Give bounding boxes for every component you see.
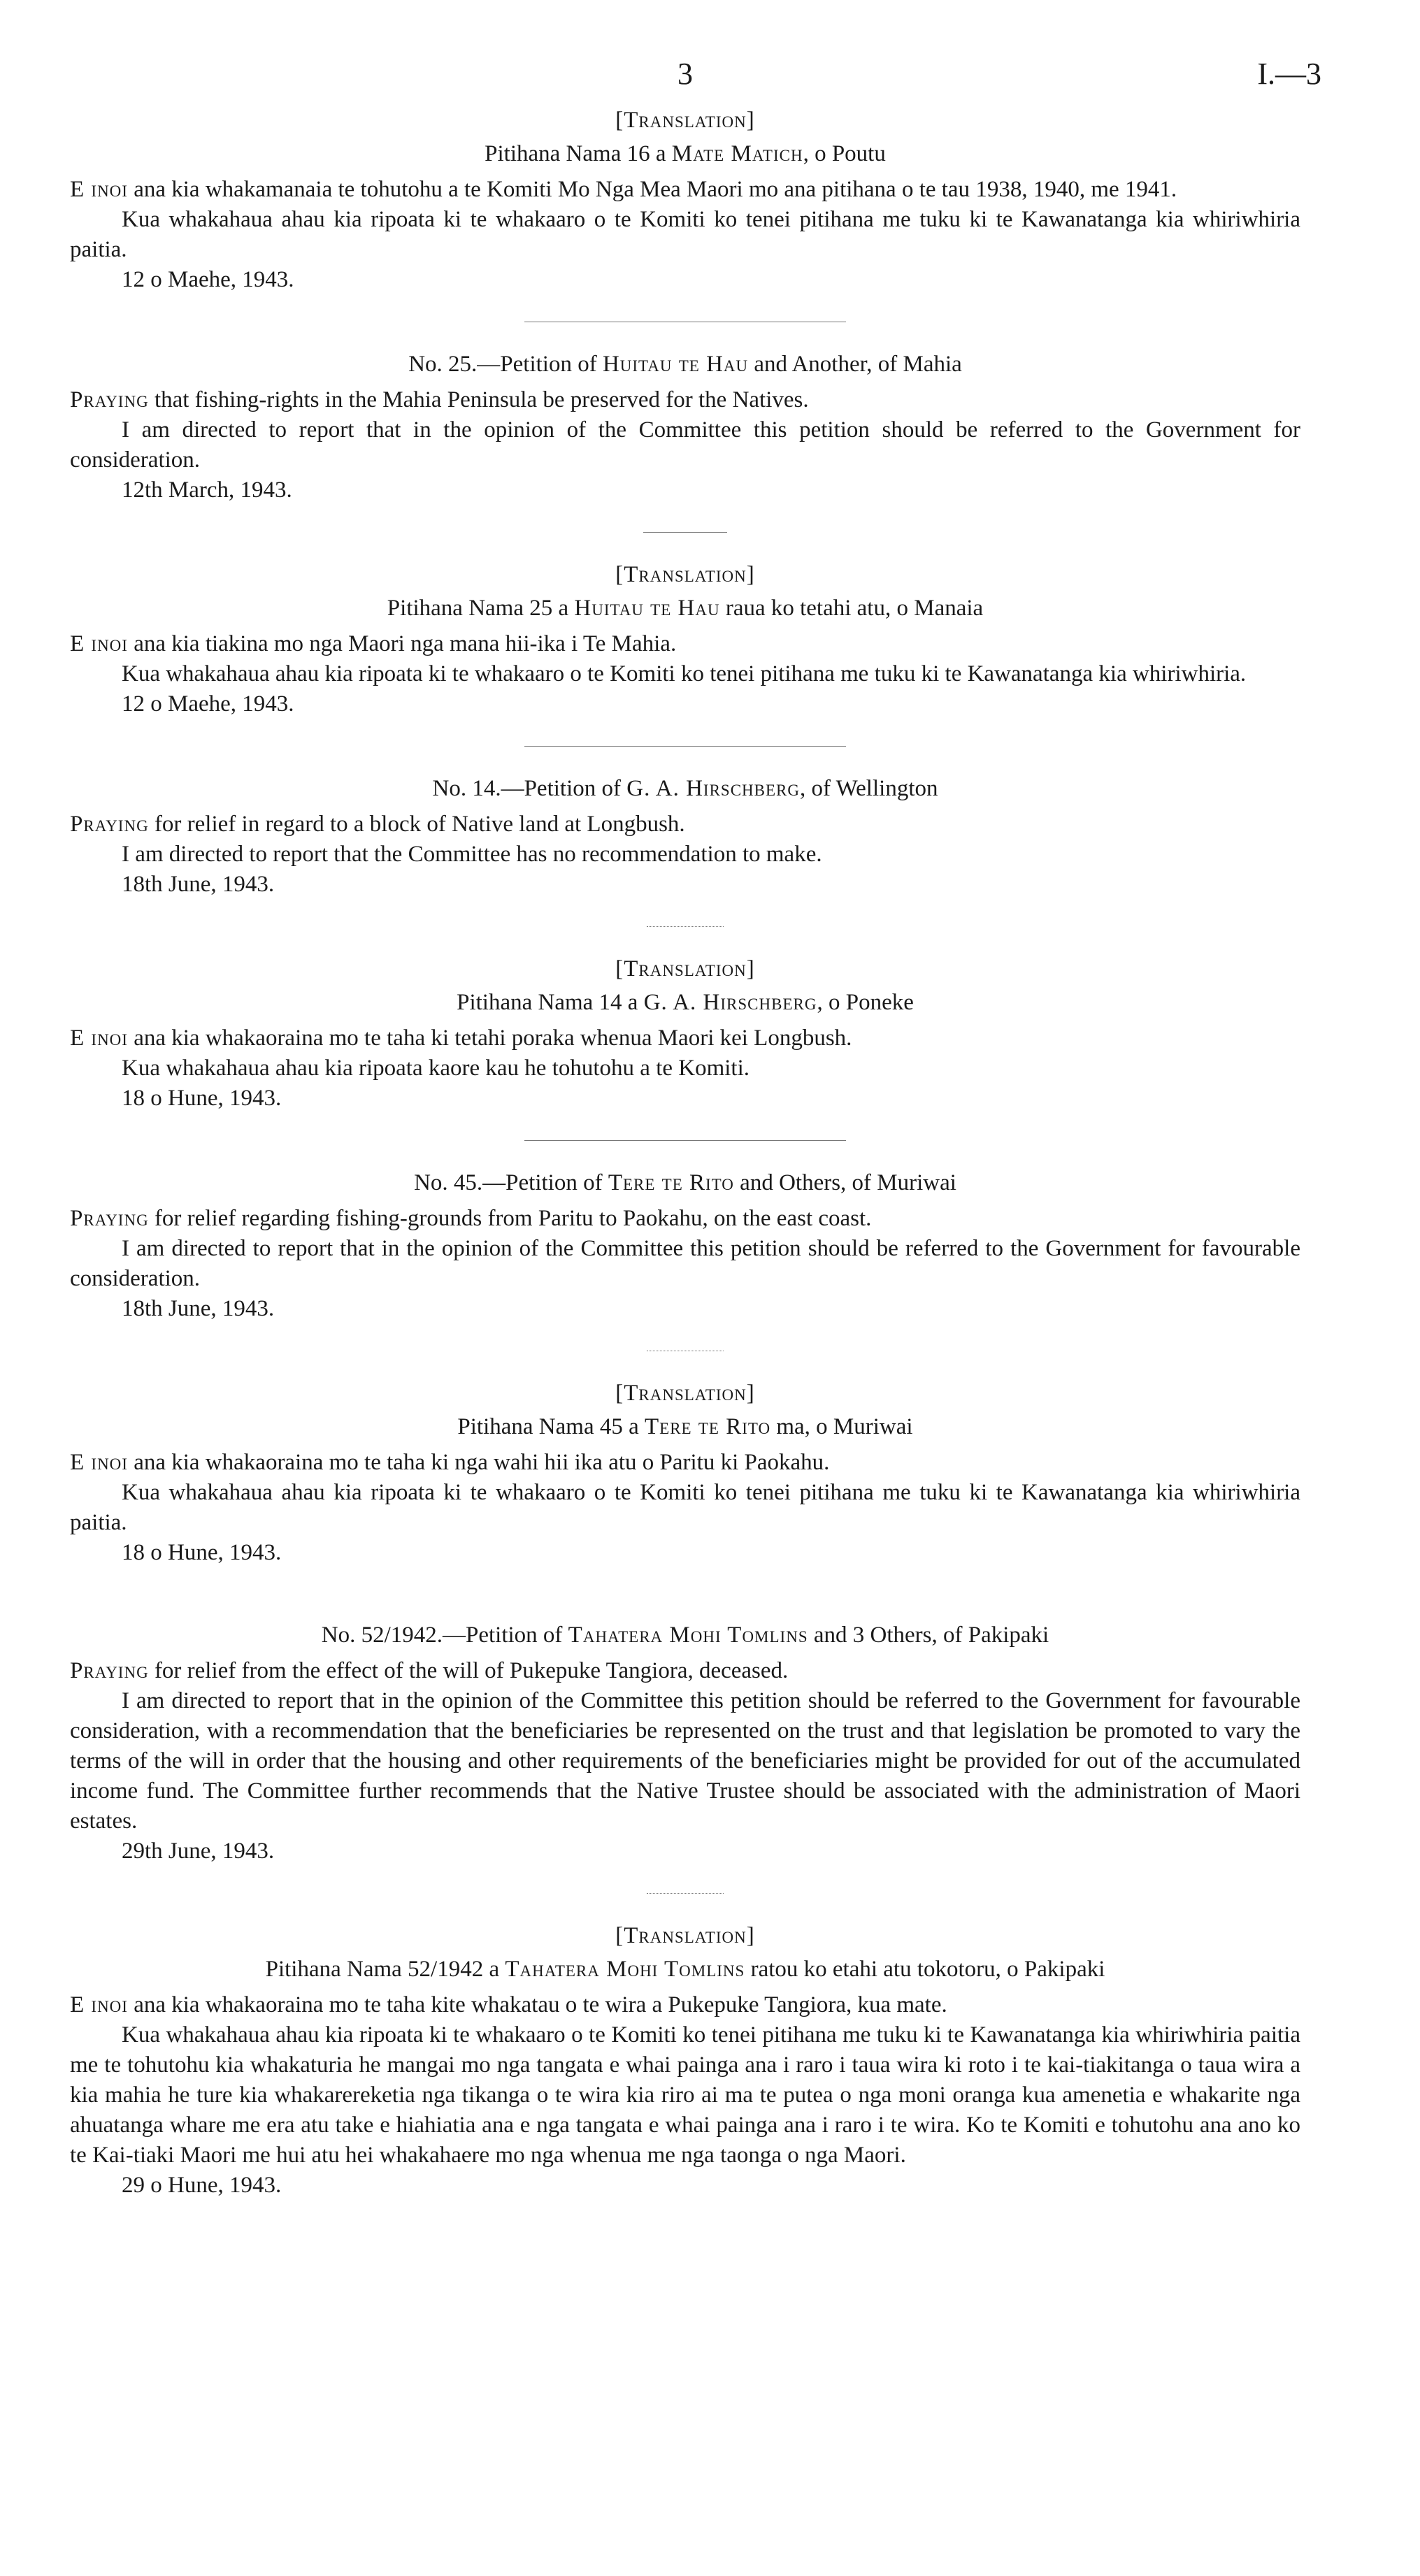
prayer-paragraph: E inoi ana kia whakamanaia te tohutohu a te Komiti Mo Nga Mea Maori mo ana pitihana o te tau 1938, 1940, me 1941.	[70, 177, 1177, 202]
section-heading: [Translation]	[615, 1923, 755, 1948]
section-divider	[524, 746, 846, 747]
petition-25	[70, 349, 1300, 505]
prayer-paragraph: Praying for relief in regard to a block of Native land at Longbush.	[70, 812, 685, 837]
petitioner-name: Tahatera Mohi Tomlins	[568, 1622, 808, 1648]
running-header	[70, 56, 1321, 105]
petitioner-name: G. A. Hirschberg	[626, 776, 801, 801]
petition-14	[70, 773, 1300, 900]
petitioner-name: Tahatera Mohi Tomlins	[505, 1957, 745, 1982]
prayer-paragraph: Praying that fishing-rights in the Mahia Peninsula be preserved for the Natives.	[70, 387, 809, 412]
section-divider	[643, 532, 727, 533]
prayer-paragraph: E inoi ana kia whakaoraina mo te taha ki nga wahi hii ika atu o Paritu ki Paokahu.	[70, 1450, 830, 1475]
document-page	[70, 56, 1321, 2201]
petition-45	[70, 1167, 1300, 1324]
petitioner-name: Huitau te Hau	[602, 352, 749, 377]
petition-title: No. 25.—Petition of Huitau te Hau and Another, of Mahia	[408, 352, 962, 377]
section-heading: [Translation]	[615, 108, 755, 133]
prayer-paragraph: Praying for relief regarding fishing-grounds from Paritu to Paokahu, on the east coast.	[70, 1206, 872, 1231]
petitioner-name: Mate Matich	[671, 141, 803, 166]
prayer-paragraph: E inoi ana kia whakaoraina mo te taha kite whakatau o te wira a Pukepuke Tangiora, kua mate.	[70, 1992, 947, 2017]
report-paragraph: Kua whakahaua ahau kia ripoata ki te whakaaro o te Komiti ko tenei pitihana me tuku ki te Kawanatanga kia whiriwhiria.	[122, 661, 1247, 686]
report-date: 29 o Hune, 1943.	[122, 2173, 282, 2198]
report-paragraph: Kua whakahaua ahau kia ripoata ki te whakaaro o te Komiti ko tenei pitihana me tuku ki te Kawanatanga kia whiriwhiria paitia.	[70, 207, 1300, 262]
section-divider	[524, 1140, 846, 1141]
report-paragraph: Kua whakahaua ahau kia ripoata ki te whakaaro o te Komiti ko tenei pitihana me tuku ki te Kawanatanga kia whiriwhiria paitia.	[70, 1480, 1300, 1535]
report-paragraph: I am directed to report that in the opinion of the Committee this petition should be referred to the Government for consideration.	[70, 417, 1300, 473]
report-paragraph: Kua whakahaua ahau kia ripoata ki te whakaaro o te Komiti ko tenei pitihana me tuku ki te Kawanatanga kia whiriwhiria paitia me te tohutohu kia whakaturia he mangai mo nga tangata e whai painga ana i raro i taua wira ki roto i te kai-tiakitanga o taua wira a kia mahia he ture kia whakarereketia nga tikanga o te wira kia riro ai ma te putea o nga moni oranga kua amenetia e whakarite nga ahuatanga whare me era atu take e hiahiatia ana e nga tangata e whai painga ana i raro i te wira. Ko te Komiti e tohutohu ana ano ko te Kai-tiaki Maori me hui atu hei whakahaere mo nga whenua me nga taonga o nga Maori.	[70, 2022, 1300, 2168]
report-date: 12 o Maehe, 1943.	[122, 691, 294, 717]
petitioner-name: Tere te Rito	[608, 1170, 734, 1195]
report-date: 18 o Hune, 1943.	[122, 1540, 282, 1565]
report-paragraph: I am directed to report that in the opinion of the Committee this petition should be referred to the Government for favourable consideration.	[70, 1236, 1300, 1291]
report-paragraph: I am directed to report that the Committee has no recommendation to make.	[122, 842, 822, 867]
petition-title: Pitihana Nama 16 a Mate Matich, o Poutu	[485, 141, 886, 166]
petition-title: No. 45.—Petition of Tere te Rito and Others, of Muriwai	[414, 1170, 956, 1195]
section-gap	[70, 1568, 1300, 1617]
report-paragraph: I am directed to report that in the opinion of the Committee this petition should be referred to the Government for favourable consideration, with a recommendation that the beneficiaries be represented on the trust and that legislation be promoted to vary the terms of the will in order that the housing and other requirements of the beneficiaries might be provided for out of the accumulated income fund. The Committee further recommends that the Native Trustee should be associated with the administration of Maori estates.	[70, 1688, 1300, 1834]
petition-translation-25	[70, 559, 1300, 719]
section-heading: [Translation]	[615, 956, 755, 981]
petition-translation-52-1942	[70, 1920, 1300, 2201]
petition-translation-16	[70, 105, 1300, 295]
report-date: 12 o Maehe, 1943.	[122, 267, 294, 292]
petition-title: Pitihana Nama 14 a G. A. Hirschberg, o Poneke	[457, 990, 914, 1015]
report-date: 18 o Hune, 1943.	[122, 1086, 282, 1111]
report-date: 18th June, 1943.	[122, 1296, 275, 1321]
paper-reference: I.—3	[1257, 57, 1321, 91]
petitioner-name: Huitau te Hau	[574, 596, 720, 621]
section-heading: [Translation]	[615, 1381, 755, 1406]
report-paragraph: Kua whakahaua ahau kia ripoata kaore kau he tohutohu a te Komiti.	[122, 1056, 750, 1081]
section-divider	[647, 926, 724, 927]
report-date: 18th June, 1943.	[122, 872, 275, 897]
prayer-paragraph: E inoi ana kia tiakina mo nga Maori nga mana hii-ika i Te Mahia.	[70, 631, 677, 656]
page-number: 3	[677, 57, 693, 91]
prayer-paragraph: E inoi ana kia whakaoraina mo te taha ki tetahi poraka whenua Maori kei Longbush.	[70, 1026, 852, 1051]
petition-translation-45	[70, 1378, 1300, 1568]
petition-title: Pitihana Nama 52/1942 a Tahatera Mohi Tomlins ratou ko etahi atu tokotoru, o Pakipaki	[265, 1957, 1105, 1982]
prayer-paragraph: Praying for relief from the effect of the will of Pukepuke Tangiora, deceased.	[70, 1658, 789, 1683]
petition-title: Pitihana Nama 25 a Huitau te Hau raua ko tetahi atu, o Manaia	[387, 596, 984, 621]
petition-title: Pitihana Nama 45 a Tere te Rito ma, o Muriwai	[457, 1414, 913, 1439]
petition-title: No. 52/1942.—Petition of Tahatera Mohi Tomlins and 3 Others, of Pakipaki	[321, 1622, 1049, 1648]
petition-title: No. 14.—Petition of G. A. Hirschberg, of Wellington	[432, 776, 938, 801]
petitioner-name: G. A. Hirschberg	[643, 990, 817, 1015]
section-heading: [Translation]	[615, 562, 755, 587]
report-date: 29th June, 1943.	[122, 1839, 275, 1864]
section-divider	[647, 1893, 724, 1894]
report-date: 12th March, 1943.	[122, 477, 292, 503]
petition-52-1942	[70, 1620, 1300, 1866]
petitioner-name: Tere te Rito	[645, 1414, 771, 1439]
petition-translation-14	[70, 954, 1300, 1114]
